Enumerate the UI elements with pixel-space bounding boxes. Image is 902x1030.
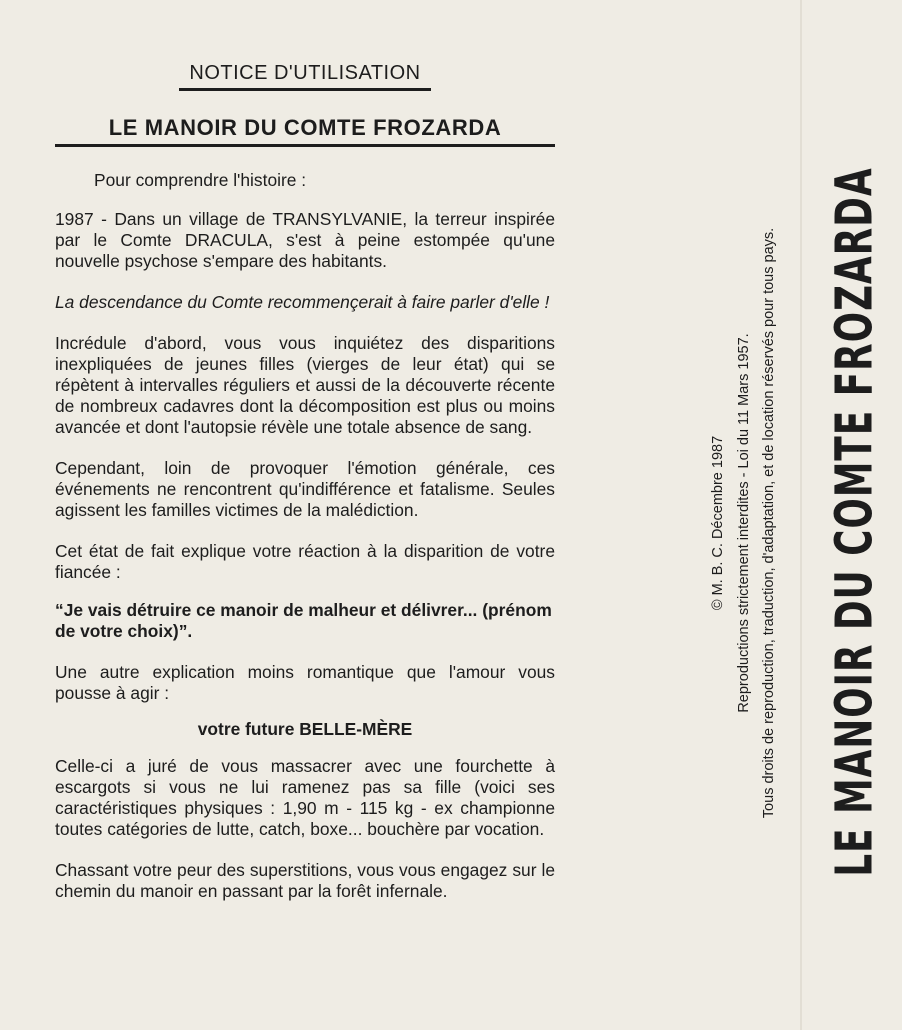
story-paragraph-1: 1987 - Dans un village de TRANSYLVANIE, la terreur inspirée par le Comte DRACULA, s'est à peine estompée qu'une nouvelle psychose s'empare des habitants. <box>55 209 555 271</box>
story-paragraph-3: Incrédule d'abord, vous vous inquiétez des disparitions inexpliquées de jeunes filles (vierges de leur état) qui se répètent à intervalles réguliers et aussi de la découverte récente de nombreux cadavres dont la décomposition est plus ou moins avancée et dont l'autopsie révèle une totale absence de sang. <box>55 333 555 437</box>
quote: “Je vais détruire ce manoir de malheur et délivrer... (prénom de votre choix)”. <box>55 600 552 641</box>
intro-line: Pour comprendre l'histoire : <box>94 170 307 190</box>
story-paragraph-4: Cependant, loin de provoquer l'émotion générale, ces événements ne rencontrent qu'indifférence et fatalisme. Seules agissent les familles victimes de la malédiction. <box>55 458 555 520</box>
notice-column <box>55 62 555 902</box>
story-paragraph-6: Une autre explication moins romantique que l'amour vous pousse à agir : <box>55 662 555 703</box>
notice-heading: NOTICE D'UTILISATION <box>179 62 431 91</box>
fold-line <box>800 0 802 1030</box>
main-title: LE MANOIR DU COMTE FROZARDA <box>55 115 555 147</box>
story-paragraph-8: Chassant votre peur des superstitions, vous vous engagez sur le chemin du manoir en passant par la forêt infernale. <box>55 860 555 901</box>
belle-mere-line: votre future BELLE-MÈRE <box>197 719 413 739</box>
copyright-line: © M. B. C. Décembre 1987 <box>710 435 726 611</box>
story-paragraph-7: Celle-ci a juré de vous massacrer avec une fourchette à escargots si vous ne lui ramenez pas sa fille (voici ses caractéristiques physiques : 1,90 m - 115 kg - ex championne toutes catégories de lutte, catch, boxe... bouchère par vocation. <box>55 756 555 839</box>
story-paragraph-5: Cet état de fait explique votre réaction à la disparition de votre fiancée : <box>55 541 555 582</box>
spine-title: LE MANOIR DU COMTE FROZARDA <box>825 167 885 877</box>
story-paragraph-2: La descendance du Comte recommençerait à faire parler d'elle ! <box>55 292 550 312</box>
reproduction-notice: Reproductions strictement interdites - Loi du 11 Mars 1957. <box>736 333 752 713</box>
rights-notice: Tous droits de reproduction, traduction, d'adaptation, et de location réservés pour tous pays. <box>761 227 777 819</box>
